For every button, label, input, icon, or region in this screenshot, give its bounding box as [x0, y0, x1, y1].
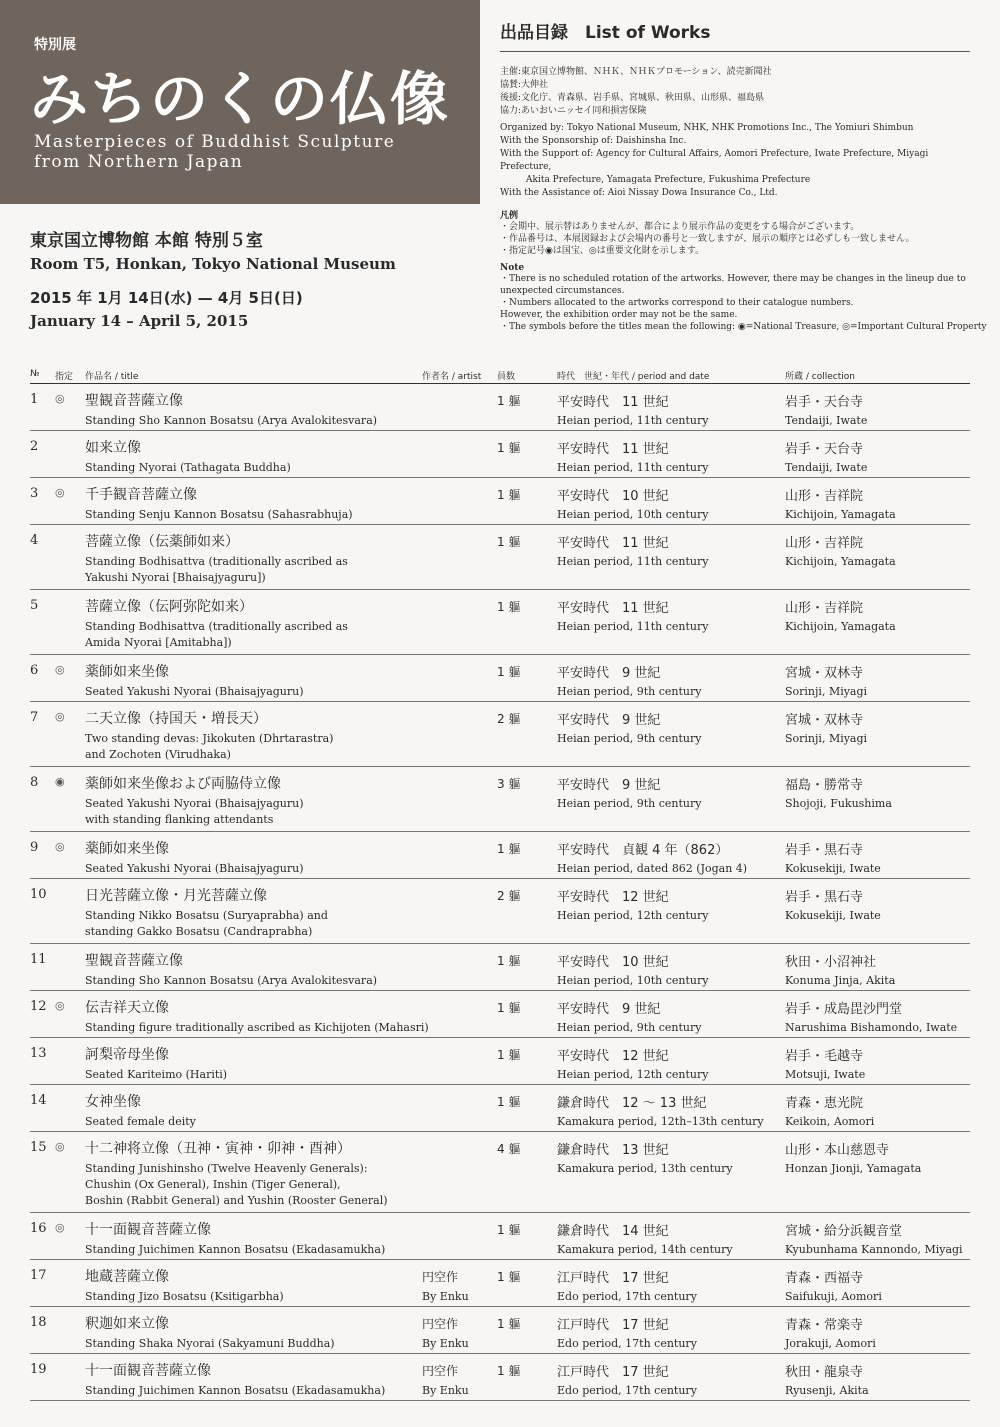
period-ja: 鎌倉時代 12 〜 13 世紀 — [557, 1096, 707, 1111]
credit-line: With the Sponsorship of: Daishinsha Inc. — [500, 136, 687, 146]
work-number: 5 — [30, 598, 39, 613]
title-en: Standing Bodhisattva (traditionally ascribed as Yakushi Nyorai [Bhaisajyaguru]) — [85, 555, 348, 584]
title-ja: 薬師如来坐像および両脇侍立像 — [85, 776, 281, 792]
collection-en: Saifukuji, Aomori — [785, 1290, 882, 1303]
title-ja: 二天立像（持国天・増長天） — [85, 711, 267, 727]
title-ja: 薬師如来坐像 — [85, 664, 169, 680]
credit-line: With the Support of: Agency for Cultural Affairs, Aomori Prefecture, Iwate Prefecture, Miyagi Prefecture, — [500, 149, 929, 172]
credits-ja — [500, 66, 970, 118]
work-number: 14 — [30, 1093, 47, 1108]
title-ja: 十二神将立像（丑神・寅神・卯神・酉神） — [85, 1141, 351, 1157]
collection-en: Honzan Jionji, Yamagata — [785, 1162, 922, 1175]
credit-line: 後援:文化庁、青森県、岩手県、宮城県、秋田県、山形県、福島県 — [500, 93, 765, 103]
designation-mark: ◎ — [55, 1221, 65, 1234]
artist-en: By Enku — [422, 1337, 469, 1350]
quantity: 1 軀 — [497, 488, 521, 502]
period-ja: 平安時代 12 世紀 — [557, 1049, 669, 1064]
credit-line: 協賛:大伸社 — [500, 80, 549, 90]
credits-en — [500, 122, 970, 200]
table-header — [30, 366, 970, 384]
table-row — [30, 702, 970, 767]
notes-heading-en: Note — [500, 263, 525, 273]
period-ja: 平安時代 11 世紀 — [557, 601, 669, 616]
table-row — [30, 525, 970, 590]
title-ja: 薬師如来坐像 — [85, 841, 169, 857]
note-line: ・Numbers allocated to the artworks correspond to their catalogue numbers. — [500, 298, 854, 308]
designation-mark: ◎ — [55, 1140, 65, 1153]
quantity: 2 軀 — [497, 889, 521, 903]
notes-ja — [500, 221, 970, 257]
period-en: Heian period, 11th century — [557, 414, 709, 427]
title-en: Standing Bodhisattva (traditionally ascribed as Amida Nyorai [Amitabha]) — [85, 620, 348, 649]
quantity: 1 軀 — [497, 1001, 521, 1015]
designation-mark: ◎ — [55, 710, 65, 723]
collection-en: Motsuji, Iwate — [785, 1068, 866, 1081]
quantity: 3 軀 — [497, 777, 521, 791]
period-ja: 平安時代 12 世紀 — [557, 890, 669, 905]
period-ja: 平安時代 貞観 4 年（862） — [557, 843, 729, 858]
collection-en: Jorakuji, Aomori — [785, 1337, 876, 1350]
quantity: 1 軀 — [497, 535, 521, 549]
collection-en: Kichijoin, Yamagata — [785, 555, 896, 568]
list-heading: 出品目録 List of Works — [500, 18, 970, 52]
quantity: 1 軀 — [497, 954, 521, 968]
collection-ja: 青森・恵光院 — [785, 1096, 864, 1111]
work-number: 12 — [30, 999, 47, 1014]
period-ja: 鎌倉時代 14 世紀 — [557, 1224, 669, 1239]
work-number: 17 — [30, 1268, 47, 1283]
period-en: Kamakura period, 13th century — [557, 1162, 733, 1175]
header-period: 時代 世紀・年代 / period and date — [557, 372, 710, 382]
table-row — [30, 384, 970, 431]
collection-ja: 秋田・小沼神社 — [785, 955, 877, 970]
notes-en — [500, 273, 987, 333]
work-number: 8 — [30, 775, 39, 790]
collection-en: Shojoji, Fukushima — [785, 797, 892, 810]
period-ja: 江戸時代 17 世紀 — [557, 1271, 669, 1286]
work-number: 16 — [30, 1221, 47, 1236]
work-number: 11 — [30, 952, 47, 967]
period-en: Heian period, 9th century — [557, 685, 702, 698]
title-en: Seated female deity — [85, 1115, 196, 1128]
collection-en: Sorinji, Miyagi — [785, 685, 868, 698]
collection-ja: 山形・吉祥院 — [785, 536, 864, 551]
collection-ja: 岩手・成島毘沙門堂 — [785, 1002, 903, 1017]
table-row — [30, 1038, 970, 1085]
table-row — [30, 590, 970, 655]
work-number: 6 — [30, 663, 39, 678]
title-ja: 如来立像 — [85, 440, 141, 456]
collection-en: Konuma Jinja, Akita — [785, 974, 896, 987]
work-number: 4 — [30, 533, 39, 548]
collection-ja: 青森・常楽寺 — [785, 1318, 864, 1333]
title-en: Seated Yakushi Nyorai (Bhaisajyaguru) — [85, 685, 304, 698]
period-en: Heian period, 12th century — [557, 1068, 709, 1081]
table-row — [30, 655, 970, 702]
quantity: 1 軀 — [497, 1095, 521, 1109]
credit-line: 協力:あいおいニッセイ同和損害保険 — [500, 106, 647, 116]
title-en: Standing Sho Kannon Bosatsu (Arya Avalokitesvara) — [85, 974, 378, 987]
collection-en: Keikoin, Aomori — [785, 1115, 875, 1128]
table-row — [30, 478, 970, 525]
note-line: unexpected circumstances. — [500, 286, 625, 296]
work-number: 15 — [30, 1140, 47, 1155]
collection-en: Kichijoin, Yamagata — [785, 508, 896, 521]
period-en: Heian period, 11th century — [557, 461, 709, 474]
designation-mark: ◎ — [55, 663, 65, 676]
designation-mark: ◎ — [55, 840, 65, 853]
collection-ja: 青森・西福寺 — [785, 1271, 864, 1286]
collection-ja: 岩手・天台寺 — [785, 395, 864, 410]
venue-info — [30, 226, 470, 330]
title-ja: 地蔵菩薩立像 — [85, 1269, 169, 1285]
designation-mark: ◎ — [55, 999, 65, 1012]
title-en: Standing Sho Kannon Bosatsu (Arya Avalokitesvara) — [85, 414, 378, 427]
period-en: Heian period, 9th century — [557, 1021, 702, 1034]
header-title: 作品名 / title — [85, 372, 139, 382]
title-en: Standing Shaka Nyorai (Sakyamuni Buddha) — [85, 1337, 335, 1350]
quantity: 1 軀 — [497, 1270, 521, 1284]
period-ja: 平安時代 11 世紀 — [557, 442, 669, 457]
period-en: Heian period, 11th century — [557, 555, 709, 568]
collection-ja: 山形・本山慈恩寺 — [785, 1143, 890, 1158]
venue-en: Room T5, Honkan, Tokyo National Museum — [30, 255, 396, 273]
period-en: Edo period, 17th century — [557, 1337, 697, 1350]
credit-line: With the Assistance of: Aioi Nissay Dowa Insurance Co., Ltd. — [500, 188, 778, 198]
collection-ja: 岩手・黒石寺 — [785, 890, 864, 905]
table-row — [30, 832, 970, 879]
title-ja: 聖観音菩薩立像 — [85, 953, 183, 969]
collection-ja: 山形・吉祥院 — [785, 489, 864, 504]
quantity: 1 軀 — [497, 1048, 521, 1062]
table-row — [30, 879, 970, 944]
designation-mark: ◎ — [55, 392, 65, 405]
title-ja: 釈迦如来立像 — [85, 1316, 169, 1332]
title-banner — [0, 0, 480, 204]
table-body — [30, 384, 970, 1401]
period-en: Kamakura period, 12th–13th century — [557, 1115, 764, 1128]
collection-ja: 宮城・双林寺 — [785, 666, 864, 681]
period-ja: 鎌倉時代 13 世紀 — [557, 1143, 669, 1158]
work-number: 19 — [30, 1362, 47, 1377]
header-qty: 員数 — [497, 372, 516, 382]
info-column — [500, 18, 987, 333]
artist-ja: 円空作 — [422, 1270, 459, 1284]
quantity: 1 軀 — [497, 665, 521, 679]
exhibition-title-en — [34, 132, 395, 172]
work-number: 9 — [30, 840, 39, 855]
header-artist: 作者名 / artist — [422, 372, 482, 382]
collection-ja: 宮城・双林寺 — [785, 713, 864, 728]
designation-mark: ◎ — [55, 486, 65, 499]
title-en: Seated Yakushi Nyorai (Bhaisajyaguru) with standing flanking attendants — [85, 797, 304, 826]
period-ja: 平安時代 11 世紀 — [557, 536, 669, 551]
work-number: 7 — [30, 710, 39, 725]
title-en: Standing Nyorai (Tathagata Buddha) — [85, 461, 291, 474]
title-ja: 伝吉祥天立像 — [85, 1000, 169, 1016]
title-ja: 日光菩薩立像・月光菩薩立像 — [85, 888, 267, 904]
date-en: January 14 – April 5, 2015 — [30, 312, 249, 330]
credit-line: Akita Prefecture, Yamagata Prefecture, Fukushima Prefecture — [526, 175, 811, 185]
title-ja: 千手観音菩薩立像 — [85, 487, 197, 503]
period-en: Heian period, 12th century — [557, 909, 709, 922]
work-number: 1 — [30, 392, 39, 407]
table-row — [30, 431, 970, 478]
work-number: 10 — [30, 887, 47, 902]
period-en: Kamakura period, 14th century — [557, 1243, 733, 1256]
title-ja: 十一面観音菩薩立像 — [85, 1222, 211, 1238]
period-ja: 平安時代 10 世紀 — [557, 489, 669, 504]
collection-en: Narushima Bishamondo, Iwate — [785, 1021, 958, 1034]
work-number: 13 — [30, 1046, 47, 1061]
collection-en: Kyubunhama Kannondo, Miyagi — [785, 1243, 963, 1256]
period-en: Heian period, dated 862 (Jogan 4) — [557, 862, 748, 875]
title-en: Two standing devas: Jikokuten (Dhrtarastra) and Zochoten (Virudhaka) — [85, 732, 334, 761]
period-ja: 江戸時代 17 世紀 — [557, 1365, 669, 1380]
period-ja: 平安時代 9 世紀 — [557, 1002, 661, 1017]
title-en: Standing Senju Kannon Bosatsu (Sahasrabhuja) — [85, 508, 353, 521]
title-en: Standing Juichimen Kannon Bosatsu (Ekadasamukha) — [85, 1384, 386, 1397]
exhibition-type: 特別展 — [34, 37, 76, 53]
notes-heading-ja: 凡例 — [500, 211, 519, 221]
note-line: ・The symbols before the titles mean the following: ◉=National Treasure, ◎=Important Cultural Property — [500, 322, 987, 332]
title-ja: 菩薩立像（伝薬師如来） — [85, 534, 239, 550]
header-designation: 指定 — [55, 372, 74, 382]
period-en: Heian period, 9th century — [557, 732, 702, 745]
table-row — [30, 991, 970, 1038]
note-line: ・There is no scheduled rotation of the artworks. However, there may be changes in the lineup due to — [500, 274, 966, 284]
table-row — [30, 1085, 970, 1132]
artist-en: By Enku — [422, 1384, 469, 1397]
quantity: 1 軀 — [497, 1364, 521, 1378]
period-ja: 平安時代 11 世紀 — [557, 395, 669, 410]
work-number: 3 — [30, 486, 39, 501]
collection-ja: 岩手・毛越寺 — [785, 1049, 864, 1064]
note-line: However, the exhibition order may not be the same. — [500, 310, 738, 320]
title-en: Standing figure traditionally ascribed as Kichijoten (Mahasri) — [85, 1021, 429, 1034]
title-ja: 聖観音菩薩立像 — [85, 393, 183, 409]
note-line: ・会期中、展示替はありませんが、都合により展示作品の変更をする場合がございます。 — [500, 222, 860, 232]
period-ja: 平安時代 10 世紀 — [557, 955, 669, 970]
quantity: 1 軀 — [497, 1223, 521, 1237]
collection-ja: 岩手・黒石寺 — [785, 843, 864, 858]
collection-en: Kokusekiji, Iwate — [785, 862, 881, 875]
title-ja: 菩薩立像（伝阿弥陀如来） — [85, 599, 253, 615]
table-row — [30, 1260, 970, 1307]
period-en: Heian period, 10th century — [557, 974, 709, 987]
title-en: Standing Junishinsho (Twelve Heavenly Generals): Chushin (Ox General), Inshin (Tiger General), Boshin (Rabbit General) and Yushin (Rooster General) — [85, 1162, 388, 1207]
table-row — [30, 1354, 970, 1401]
venue-ja: 東京国立博物館 本館 特別５室 — [30, 231, 263, 251]
table-row — [30, 1213, 970, 1260]
collection-ja: 山形・吉祥院 — [785, 601, 864, 616]
collection-en: Kichijoin, Yamagata — [785, 620, 896, 633]
quantity: 2 軀 — [497, 712, 521, 726]
collection-en: Ryusenji, Akita — [785, 1384, 869, 1397]
table-row — [30, 944, 970, 991]
header-no: № — [30, 369, 40, 379]
credit-line: Organized by: Tokyo National Museum, NHK, NHK Promotions Inc., The Yomiuri Shimbun — [500, 123, 914, 133]
title-ja: 女神坐像 — [85, 1094, 141, 1110]
quantity: 1 軀 — [497, 441, 521, 455]
title-en-line: Masterpieces of Buddhist Sculpture — [34, 132, 396, 152]
title-en-line: from Northern Japan — [34, 152, 244, 172]
quantity: 4 軀 — [497, 1142, 521, 1156]
quantity: 1 軀 — [497, 600, 521, 614]
period-ja: 平安時代 9 世紀 — [557, 666, 661, 681]
artist-ja: 円空作 — [422, 1364, 459, 1378]
quantity: 1 軀 — [497, 1317, 521, 1331]
title-ja: 訶梨帝母坐像 — [85, 1047, 169, 1063]
collection-en: Tendaiji, Iwate — [785, 461, 868, 474]
credit-line: 主催:東京国立博物館、ＮＨＫ、ＮＨＫプロモーション、読売新聞社 — [500, 67, 772, 77]
collection-ja: 福島・勝常寺 — [785, 778, 864, 793]
collection-en: Sorinji, Miyagi — [785, 732, 868, 745]
artist-ja: 円空作 — [422, 1317, 459, 1331]
note-line: ・作品番号は、本展図録および会場内の番号と一致しますが、展示の順序とは必ずしも一致しません。 — [500, 234, 915, 244]
collection-en: Kokusekiji, Iwate — [785, 909, 881, 922]
quantity: 1 軀 — [497, 842, 521, 856]
quantity: 1 軀 — [497, 394, 521, 408]
period-en: Heian period, 10th century — [557, 508, 709, 521]
work-number: 18 — [30, 1315, 47, 1330]
exhibition-title: みちのくの仏像 — [30, 65, 451, 133]
work-number: 2 — [30, 439, 39, 454]
note-line: ・指定記号◉は国宝、◎は重要文化財を示します。 — [500, 246, 704, 256]
date-ja: 2015 年 1月 14日(水) — 4月 5日(日) — [30, 289, 303, 307]
title-en: Standing Nikko Bosatsu (Suryaprabha) and standing Gakko Bosatsu (Candraprabha) — [85, 909, 328, 938]
period-en: Edo period, 17th century — [557, 1384, 697, 1397]
collection-ja: 秋田・龍泉寺 — [785, 1365, 864, 1380]
period-en: Heian period, 11th century — [557, 620, 709, 633]
table-row — [30, 767, 970, 832]
header-collection: 所蔵 / collection — [785, 372, 855, 382]
designation-mark: ◉ — [55, 775, 65, 788]
title-en: Standing Juichimen Kannon Bosatsu (Ekadasamukha) — [85, 1243, 386, 1256]
collection-ja: 宮城・給分浜観音堂 — [785, 1224, 903, 1239]
collection-en: Tendaiji, Iwate — [785, 414, 868, 427]
table-row — [30, 1132, 970, 1213]
period-en: Heian period, 9th century — [557, 797, 702, 810]
title-en: Seated Kariteimo (Hariti) — [85, 1068, 228, 1081]
period-ja: 江戸時代 17 世紀 — [557, 1318, 669, 1333]
table-row — [30, 1307, 970, 1354]
period-en: Edo period, 17th century — [557, 1290, 697, 1303]
title-en: Seated Yakushi Nyorai (Bhaisajyaguru) — [85, 862, 304, 875]
period-ja: 平安時代 9 世紀 — [557, 713, 661, 728]
period-ja: 平安時代 9 世紀 — [557, 778, 661, 793]
title-en: Standing Jizo Bosatsu (Ksitigarbha) — [85, 1290, 284, 1303]
title-ja: 十一面観音菩薩立像 — [85, 1363, 211, 1379]
artist-en: By Enku — [422, 1290, 469, 1303]
collection-ja: 岩手・天台寺 — [785, 442, 864, 457]
works-table — [30, 366, 970, 1401]
